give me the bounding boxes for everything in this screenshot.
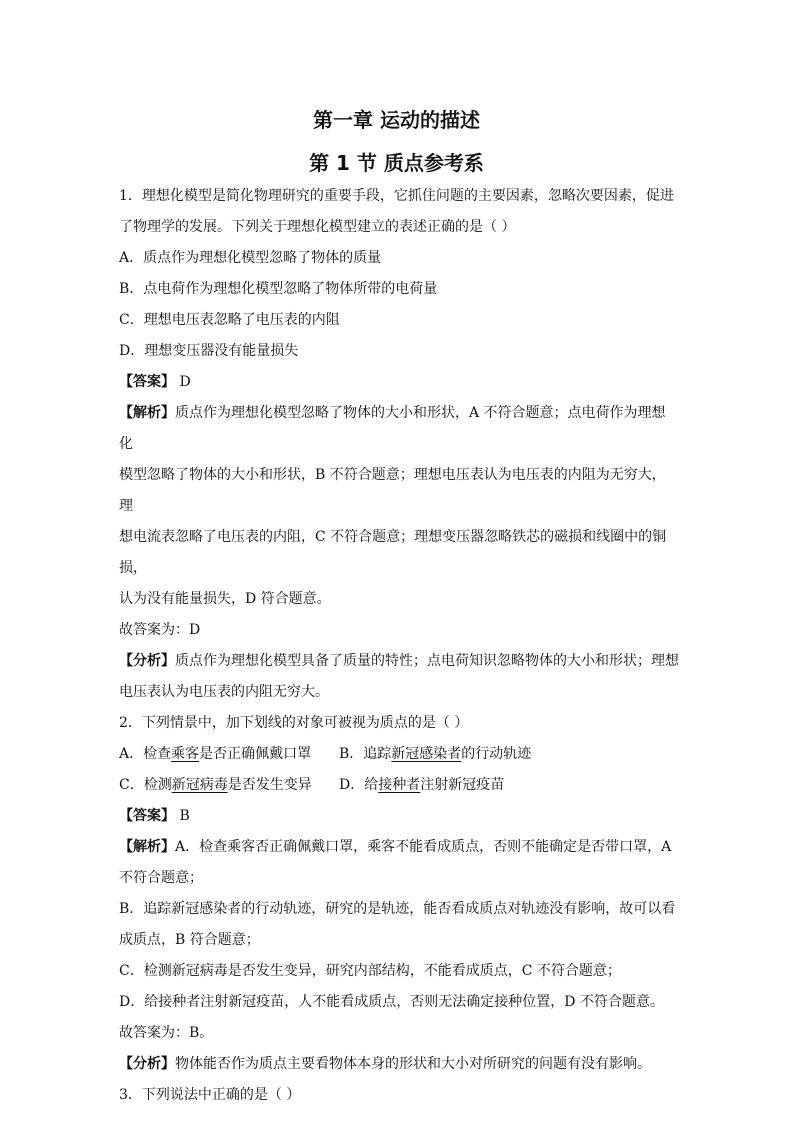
analysis-tag: 【解析】	[119, 839, 175, 855]
q2-option-b	[339, 739, 531, 770]
analysis-text: A．检查乘客否正确佩戴口罩，乘客不能看成质点，否则不能确定是否带口罩，A	[175, 839, 672, 855]
document-body	[119, 181, 679, 1111]
chapter-title: 第一章 运动的描述	[313, 108, 480, 132]
q3-stem: 3．下列说法中正确的是（ ）	[119, 1087, 301, 1103]
answer-value: B	[175, 808, 190, 824]
q2-analysis-line4: 成质点，B 符合题意；	[119, 932, 260, 948]
q2-option-a	[119, 739, 339, 770]
analysis-text: 质点作为理想化模型忽略了物体的大小和形状，A 不符合题意；点电荷作为理想化	[119, 405, 666, 452]
q2-answer	[119, 801, 679, 832]
q1-option-a: A．质点作为理想化模型忽略了物体的质量	[119, 250, 382, 266]
answer-tag: 【答案】	[119, 374, 175, 390]
q1-option-d: D．理想变压器没有能量损失	[119, 343, 299, 359]
note-text: 物体能否作为质点主要看物体本身的形状和大小对所研究的问题有没有影响。	[175, 1056, 651, 1072]
opt-text: A．检查	[119, 746, 172, 762]
q1-stem-line1: 1．理想化模型是简化物理研究的重要手段，它抓住问题的主要因素，忽略次要因素，促进	[119, 188, 674, 204]
note-text: 质点作为理想化模型具备了质量的特性；点电荷知识忽略物体的大小和形状；理想	[175, 653, 679, 669]
q1-final-answer: 故答案为：D	[119, 622, 201, 638]
q1-analysis-line2: 模型忽略了物体的大小和形状，B 不符合题意；理想电压表认为电压表的内阻为无穷大，理	[119, 467, 666, 514]
analysis-tag: 【解析】	[119, 405, 175, 421]
section-title: 第 1 节 质点参考系	[309, 151, 484, 175]
q2-options-row1	[119, 739, 679, 770]
underlined-object: 接种者	[378, 777, 421, 793]
note-tag: 【分析】	[119, 1056, 175, 1072]
q1-answer	[119, 367, 679, 398]
opt-text: D．给	[339, 777, 379, 793]
answer-value: D	[175, 374, 191, 390]
q1-note-line1	[119, 646, 679, 677]
q2-analysis-line1	[119, 832, 679, 863]
underlined-object: 新冠感染者	[391, 746, 462, 762]
q1-option-c: C．理想电压表忽略了电压表的内阻	[119, 312, 340, 328]
opt-text: 的行动轨迹	[461, 746, 532, 762]
underlined-object: 新冠病毒	[171, 777, 228, 793]
q2-option-d	[339, 770, 504, 801]
q1-analysis-line3: 想电流表忽略了电压表的内阻，C 不符合题意；理想变压器忽略铁芯的磁损和线圈中的铜损，	[119, 529, 667, 576]
q2-stem: 2．下列情景中，加下划线的对象可被视为质点的是（ ）	[119, 715, 469, 731]
q1-option-b: B．点电荷作为理想化模型忽略了物体所带的电荷量	[119, 281, 438, 297]
q1-analysis-line4: 认为没有能量损失，D 符合题意。	[119, 591, 331, 607]
opt-text: 是否正确佩戴口罩	[199, 746, 312, 762]
opt-text: 是否发生变异	[227, 777, 312, 793]
q1-stem-line2: 了物理学的发展。下列关于理想化模型建立的表述正确的是（ ）	[119, 219, 516, 235]
q2-options-row2	[119, 770, 679, 801]
q2-analysis-line2: 不符合题意；	[119, 870, 203, 886]
q2-note-line1	[119, 1049, 679, 1080]
opt-text: B．追踪	[339, 746, 392, 762]
q2-analysis-line6: D．给接种者注射新冠疫苗，人不能看成质点，否则无法确定接种位置，D 不符合题意。	[119, 994, 664, 1010]
q1-note-line2: 电压表认为电压表的内阻无穷大。	[119, 684, 329, 700]
q2-option-c	[119, 770, 339, 801]
answer-tag: 【答案】	[119, 808, 175, 824]
underlined-object: 乘客	[171, 746, 200, 762]
q2-final-answer: 故答案为：B。	[119, 1025, 214, 1041]
note-tag: 【分析】	[119, 653, 175, 669]
q2-analysis-line3: B．追踪新冠感染者的行动轨迹，研究的是轨迹，能否看成质点对轨迹没有影响，故可以看	[119, 901, 676, 917]
opt-text: 注射新冠疫苗	[420, 777, 505, 793]
q2-analysis-line5: C．检测新冠病毒是否发生变异，研究内部结构，不能看成质点，C 不符合题意；	[119, 963, 621, 979]
q1-analysis-line1	[119, 398, 679, 460]
opt-text: C．检测	[119, 777, 172, 793]
